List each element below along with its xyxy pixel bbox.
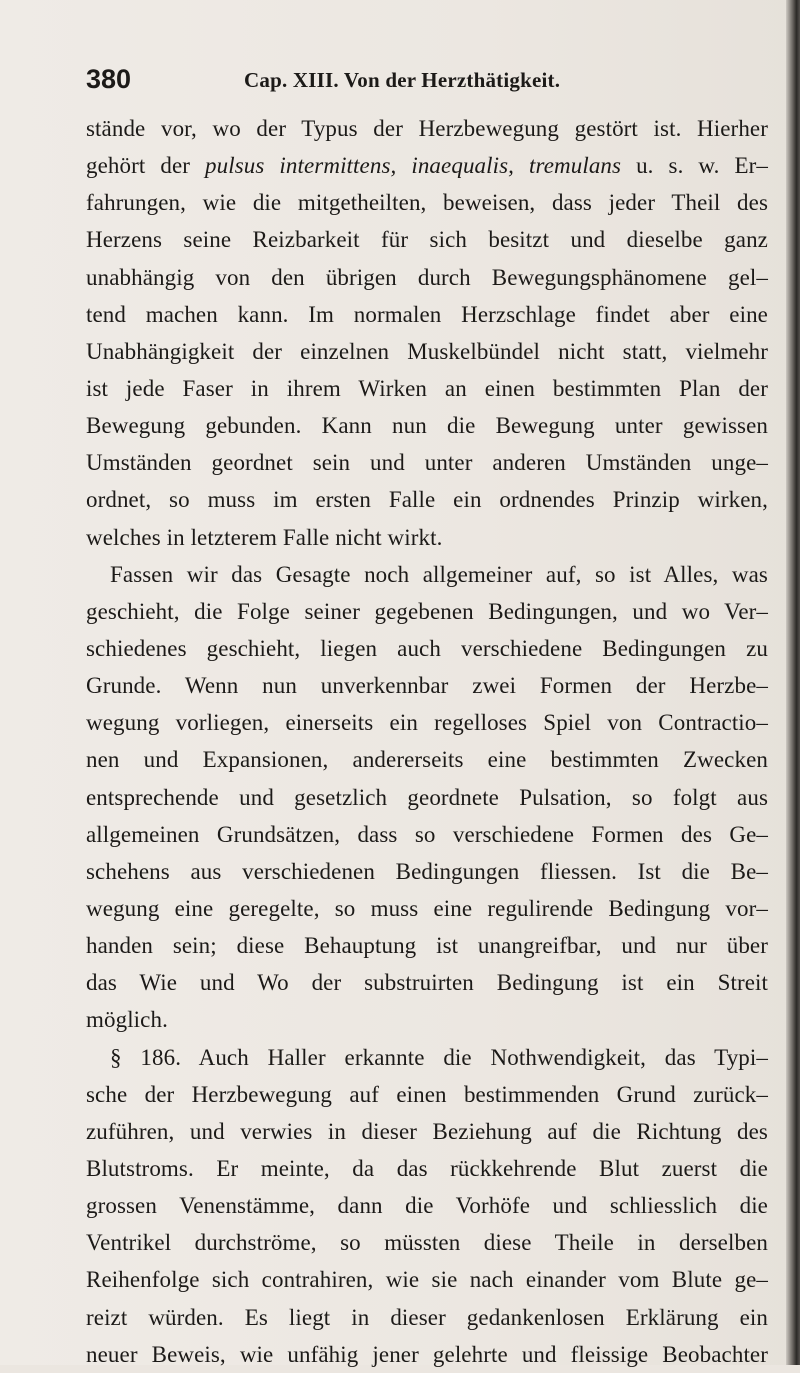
- text-line: handen sein; diese Behauptung ist unangreifbar, und nur über: [86, 933, 768, 959]
- text-line: neuer Beweis, wie unfähig jener gelehrte und fleissige Beobachter: [86, 1341, 768, 1367]
- body-text: [86, 110, 768, 1373]
- text-line: welches in letzterem Falle nicht wirkt.: [86, 524, 443, 550]
- text-line: unabhängig von den übrigen durch Bewegungsphänomene gel–: [86, 264, 768, 290]
- text-span: gehört der: [86, 153, 206, 179]
- text-line: allgemeinen Grundsätzen, dass so verschiedene Formen des Ge–: [86, 821, 768, 847]
- text-line: fahrungen, wie die mitgetheilten, beweisen, dass jeder Theil des: [86, 190, 768, 216]
- text-span: u. s. w. Er–: [621, 153, 768, 179]
- text-line: Blutstroms. Er meinte, da das rückkehrende Blut zuerst die: [86, 1155, 768, 1181]
- text-line: sche der Herzbewegung auf einen bestimmenden Grund zurück–: [86, 1081, 768, 1107]
- text-line: grossen Venenstämme, dann die Vorhöfe und schliesslich die: [86, 1193, 768, 1219]
- text-line: Herzens seine Reizbarkeit für sich besitzt und dieselbe ganz: [86, 227, 768, 253]
- text-line: schiedenes geschieht, liegen auch verschiedene Bedingungen zu: [86, 635, 768, 661]
- running-head: Cap. XIII. Von der Herzthätigkeit.: [244, 68, 561, 92]
- page-binding-edge: [786, 0, 800, 1365]
- text-line: wegung eine geregelte, so muss eine regulirende Bedingung vor–: [86, 895, 768, 921]
- text-line: Fassen wir das Gesagte noch allgemeiner auf, so ist Alles, was: [110, 561, 768, 587]
- text-line: Reihenfolge sich contrahiren, wie sie nach einander vom Blute ge–: [86, 1267, 768, 1293]
- page-header: [86, 64, 726, 98]
- text-line: geschieht, die Folge seiner gegebenen Bedingungen, und wo Ver–: [86, 598, 768, 624]
- text-line: § 186. Auch Haller erkannte die Nothwendigkeit, das Typi–: [110, 1044, 768, 1070]
- text-line: ordnet, so muss im ersten Falle ein ordnendes Prinzip wirken,: [86, 487, 768, 513]
- text-line: Grunde. Wenn nun unverkennbar zwei Formen der Herzbe–: [86, 673, 768, 699]
- text-line: Unabhängigkeit der einzelnen Muskelbündel nicht statt, vielmehr: [86, 338, 768, 364]
- text-line: [86, 147, 768, 184]
- text-line: Umständen geordnet sein und unter anderen Umständen unge–: [86, 450, 768, 476]
- text-line: tend machen kann. Im normalen Herzschlage findet aber eine: [86, 301, 768, 327]
- text-line: entsprechende und gesetzlich geordnete Pulsation, so folgt aus: [86, 784, 768, 810]
- text-line: wegung vorliegen, einerseits ein regelloses Spiel von Contractio–: [86, 710, 768, 736]
- text-line: ist jede Faser in ihrem Wirken an einen bestimmten Plan der: [86, 375, 768, 401]
- text-line: möglich.: [86, 1007, 168, 1033]
- text-line: zuführen, und verwies in dieser Beziehung auf die Richtung des: [86, 1118, 768, 1144]
- text-line: Bewegung gebunden. Kann nun die Bewegung unter gewissen: [86, 413, 768, 439]
- page-number: 380: [86, 64, 132, 94]
- text-line: schehens aus verschiedenen Bedingungen fliessen. Ist die Be–: [86, 858, 768, 884]
- text-line: reizt würden. Es liegt in dieser gedankenlosen Erklärung ein: [86, 1304, 768, 1330]
- text-line: Ventrikel durchströme, so müssten diese Theile in derselben: [86, 1230, 768, 1256]
- text-line: das Wie und Wo der substruirten Bedingung ist ein Streit: [86, 970, 768, 996]
- italic-term: pulsus intermittens, inaequalis, tremulans: [205, 153, 622, 179]
- text-line: stände vor, wo der Typus der Herzbewegung gestört ist. Hierher: [86, 116, 768, 141]
- text-line: nen und Expansionen, andererseits eine bestimmten Zwecken: [86, 747, 768, 773]
